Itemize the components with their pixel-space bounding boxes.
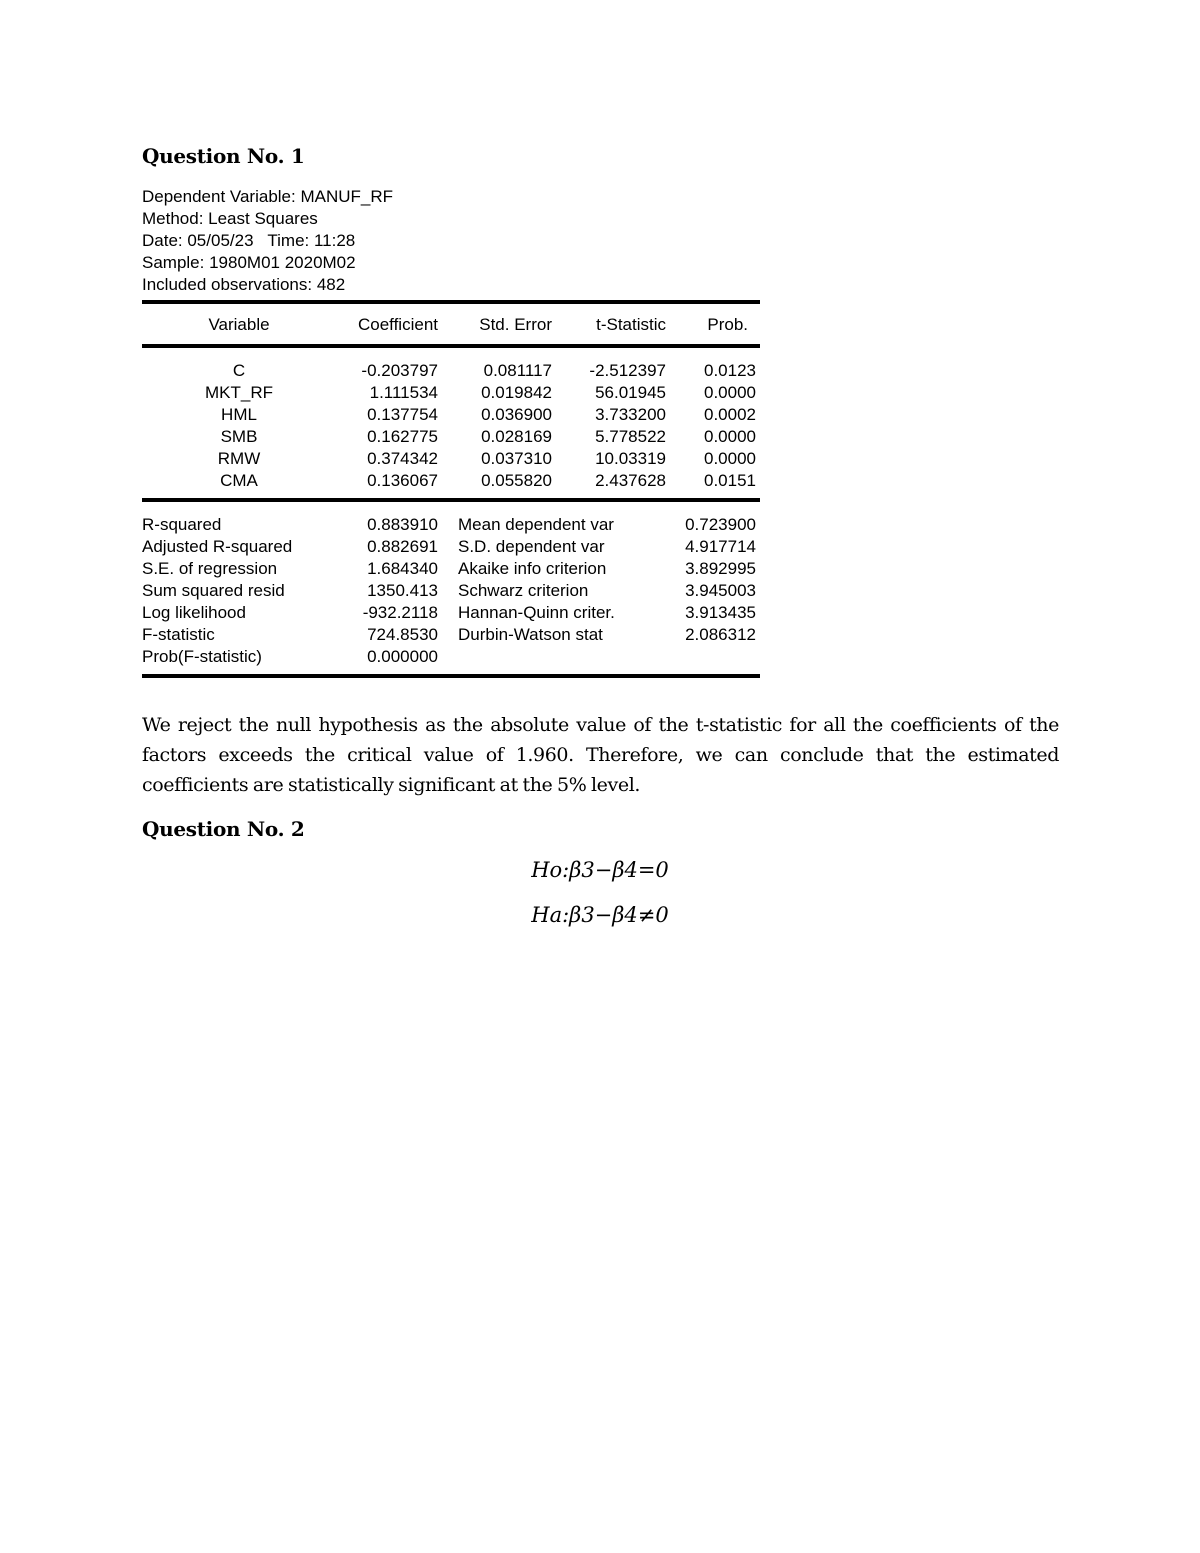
stat-value-right: 2.086312 <box>685 625 756 644</box>
regression-output <box>142 186 760 678</box>
stat-value-left: -932.2118 <box>362 603 438 622</box>
question-1-heading: Question No. 1 <box>142 144 305 168</box>
stat-value-left: 1350.413 <box>367 581 438 600</box>
header-variable: Variable <box>208 315 270 334</box>
header-coefficient: Coefficient <box>357 315 438 334</box>
table-bottom-rule <box>142 674 760 678</box>
meta-method: Method: Least Squares <box>142 209 318 228</box>
cell-prob: 0.0000 <box>704 427 756 446</box>
table-row <box>142 470 760 492</box>
stat-value-right: 3.945003 <box>685 581 756 600</box>
cell-prob: 0.0000 <box>704 383 756 402</box>
stat-value-right: 3.892995 <box>685 559 756 578</box>
stat-value-left: 0.000000 <box>367 647 438 666</box>
table-row <box>142 382 760 404</box>
cell-t-statistic: 2.437628 <box>595 471 666 490</box>
cell-std-error: 0.019842 <box>481 383 552 402</box>
cell-t-statistic: 5.778522 <box>595 427 666 446</box>
stat-value-right: 4.917714 <box>685 537 756 556</box>
cell-std-error: 0.036900 <box>481 405 552 424</box>
coefficient-rows <box>142 360 760 492</box>
cell-coefficient: -0.203797 <box>361 361 438 380</box>
cell-prob: 0.0151 <box>704 471 756 490</box>
stat-label-right: Mean dependent var <box>458 515 614 534</box>
stats-row <box>142 536 760 558</box>
stats-row <box>142 646 760 668</box>
stat-label-right: Schwarz criterion <box>458 581 589 600</box>
cell-std-error: 0.037310 <box>481 449 552 468</box>
cell-std-error: 0.081117 <box>483 361 552 380</box>
stat-value-right: 0.723900 <box>685 515 756 534</box>
cell-variable: RMW <box>217 449 261 468</box>
cell-coefficient: 0.136067 <box>367 471 438 490</box>
cell-coefficient: 0.374342 <box>367 449 438 468</box>
stats-row <box>142 514 760 536</box>
stat-label-left: S.E. of regression <box>142 559 278 578</box>
stat-label-left: Log likelihood <box>142 603 246 622</box>
stat-value-left: 724.8530 <box>367 625 438 644</box>
cell-variable: HML <box>221 405 257 424</box>
stat-label-left: Adjusted R-squared <box>142 537 293 556</box>
stat-value-left: 1.684340 <box>367 559 438 578</box>
header-t-statistic: t-Statistic <box>596 315 666 334</box>
cell-t-statistic: 3.733200 <box>595 405 666 424</box>
stats-row <box>142 624 760 646</box>
meta-observations: Included observations: 482 <box>142 275 346 294</box>
stat-value-left: 0.882691 <box>367 537 438 556</box>
cell-std-error: 0.028169 <box>481 427 552 446</box>
header-prob: Prob. <box>707 315 748 334</box>
cell-coefficient: 0.137754 <box>367 405 438 424</box>
cell-coefficient: 0.162775 <box>367 427 438 446</box>
cell-variable: MKT_RF <box>205 383 273 402</box>
question-2-heading: Question No. 2 <box>142 817 305 841</box>
meta-dependent-variable: Dependent Variable: MANUF_RF <box>142 187 394 206</box>
stat-label-right: Akaike info criterion <box>458 559 607 578</box>
table-header-row <box>142 314 760 342</box>
stat-label-left: Sum squared resid <box>142 581 285 600</box>
statistics-rows <box>142 514 760 668</box>
stat-label-right: Hannan-Quinn criter. <box>458 603 615 622</box>
stats-row <box>142 602 760 624</box>
cell-t-statistic: 56.01945 <box>595 383 666 402</box>
cell-t-statistic: 10.03319 <box>595 449 666 468</box>
table-row <box>142 448 760 470</box>
alternative-hypothesis-equation: Ha:β3−β4≠0 <box>531 903 669 927</box>
cell-prob: 0.0002 <box>704 405 756 424</box>
cell-t-statistic: -2.512397 <box>589 361 666 380</box>
stat-label-left: Prob(F-statistic) <box>142 647 262 666</box>
table-row <box>142 360 760 382</box>
cell-std-error: 0.055820 <box>481 471 552 490</box>
stat-label-left: F-statistic <box>142 625 215 644</box>
stat-label-right: S.D. dependent var <box>458 537 605 556</box>
cell-prob: 0.0123 <box>704 361 756 380</box>
stat-value-left: 0.883910 <box>367 515 438 534</box>
stat-value-right: 3.913435 <box>685 603 756 622</box>
cell-variable: SMB <box>220 427 258 446</box>
table-mid-rule <box>142 498 760 502</box>
conclusion-paragraph: We reject the null hypothesis as the absolute value of the t-statistic for all the coefficients of the factors exceeds the critical value of 1.960. Therefore, we can conclude that the estimated coefficients are statistically significant at the 5% level. <box>142 714 1059 796</box>
stat-label-right: Durbin-Watson stat <box>458 625 603 644</box>
stats-row <box>142 580 760 602</box>
null-hypothesis-equation: Ho:β3−β4=0 <box>531 858 669 882</box>
table-top-rule <box>142 300 760 304</box>
stats-row <box>142 558 760 580</box>
table-row <box>142 426 760 448</box>
meta-sample: Sample: 1980M01 2020M02 <box>142 253 356 272</box>
cell-variable: CMA <box>220 471 258 490</box>
meta-date-time: Date: 05/05/23 Time: 11:28 <box>142 231 356 250</box>
cell-variable: C <box>232 361 246 380</box>
table-header-rule <box>142 344 760 348</box>
header-std-error: Std. Error <box>479 315 552 334</box>
table-row <box>142 404 760 426</box>
cell-coefficient: 1.111534 <box>369 383 438 402</box>
cell-prob: 0.0000 <box>704 449 756 468</box>
stat-label-left: R-squared <box>142 515 222 534</box>
